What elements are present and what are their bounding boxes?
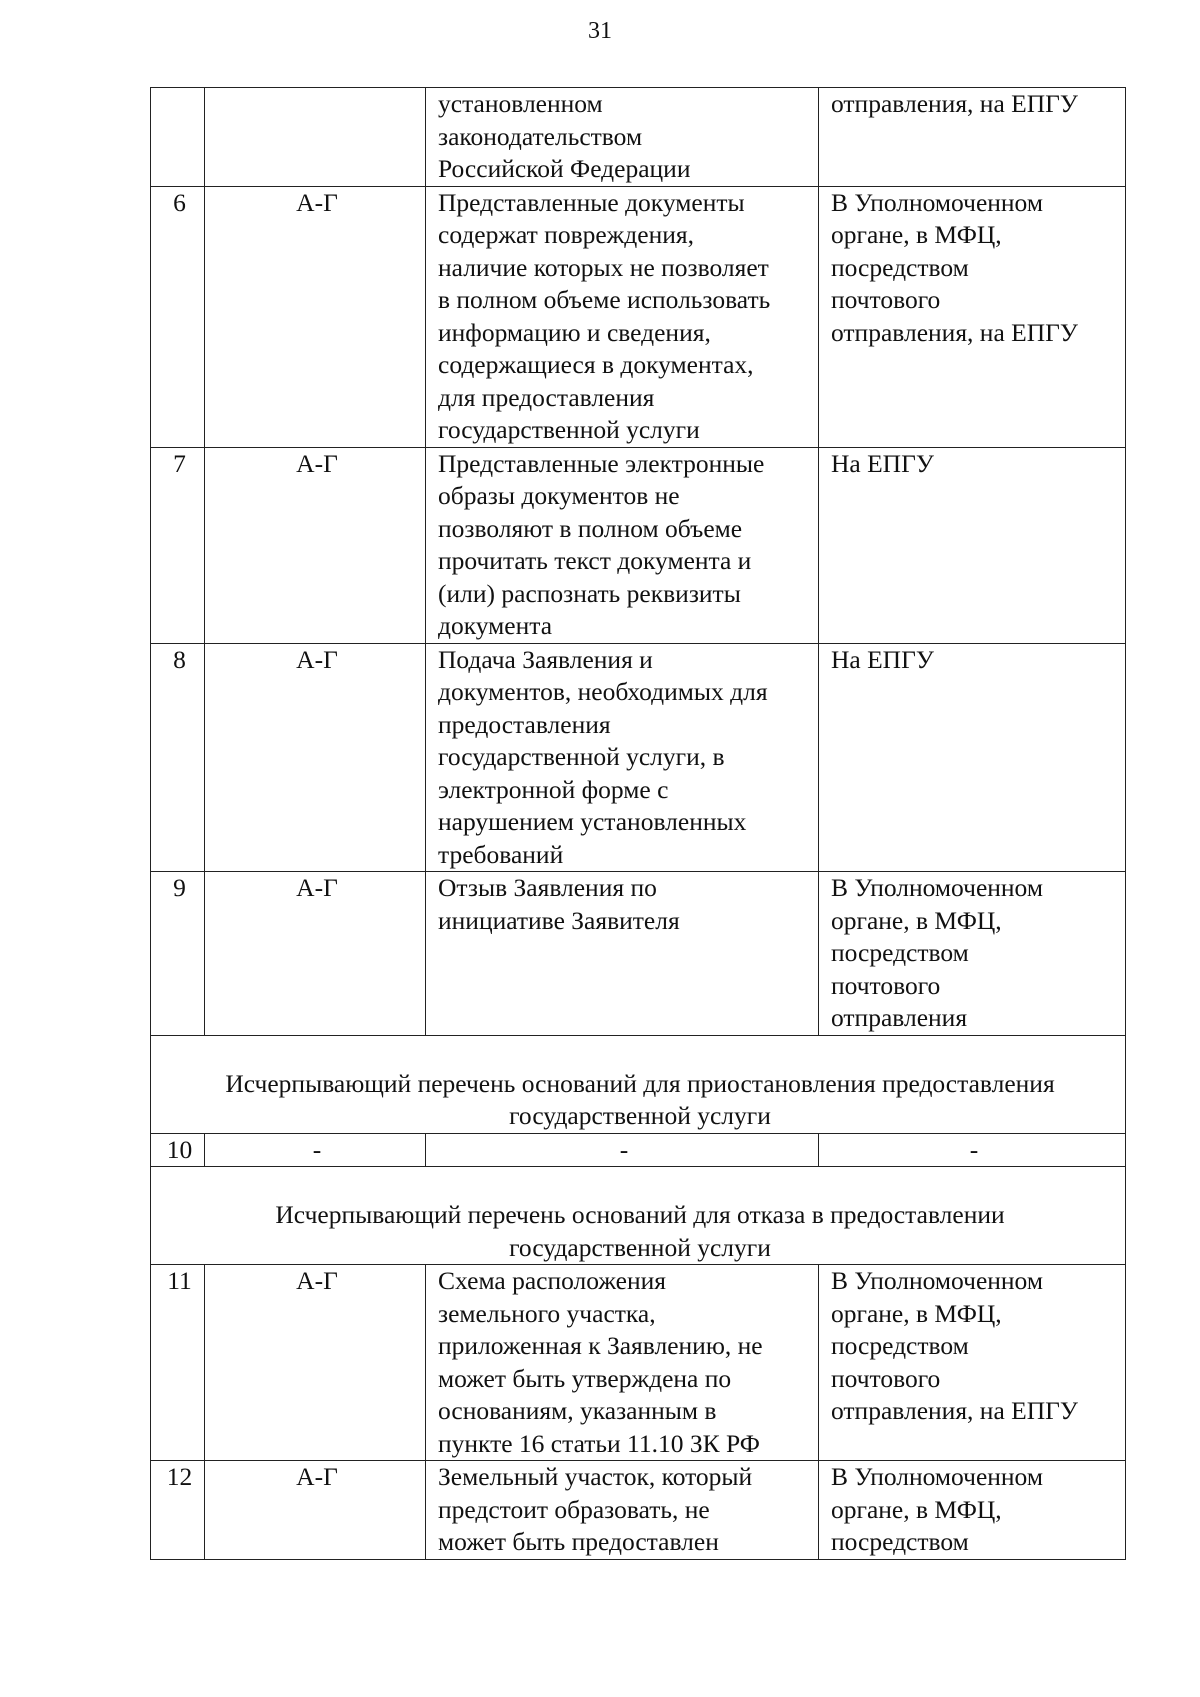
stage-code: А-Г — [205, 1461, 426, 1560]
stage-code: А-Г — [205, 872, 426, 1036]
row-number: 11 — [151, 1265, 205, 1461]
stage-code: А-Г — [205, 1265, 426, 1461]
ground-text: Представленные электронные образы документов не позволяют в полном объеме прочитать текст документа и (или) распознать реквизиты документа — [426, 447, 819, 643]
submission-place: В Уполномоченном органе, в МФЦ, посредством почтового отправления, на ЕПГУ — [819, 186, 1126, 447]
table-row — [151, 447, 1126, 643]
table-row — [151, 1265, 1126, 1461]
row-number: 6 — [151, 186, 205, 447]
stage-code — [205, 88, 426, 187]
row-number — [151, 88, 205, 187]
table-row — [151, 1461, 1126, 1560]
row-number: 9 — [151, 872, 205, 1036]
grounds-table — [150, 87, 1126, 1560]
ground-text: Земельный участок, который предстоит образовать, не может быть предоставлен — [426, 1461, 819, 1560]
table-row — [151, 872, 1126, 1036]
table-row — [151, 186, 1126, 447]
ground-text: установленном законодательством Российской Федерации — [426, 88, 819, 187]
ground-text: Подача Заявления и документов, необходимых для предоставления государственной услуги, в электронной форме с нарушением установленных требований — [426, 643, 819, 872]
submission-place: На ЕПГУ — [819, 447, 1126, 643]
page-number: 31 — [588, 18, 612, 44]
ground-text: Представленные документы содержат повреждения, наличие которых не позволяет в полном объеме использовать информацию и сведения, содержащиеся в документах, для предоставления государственной услуги — [426, 186, 819, 447]
stage-code: А-Г — [205, 447, 426, 643]
section-heading-text: Исчерпывающий перечень оснований для приостановления предоставления государственной услуги — [225, 1068, 1055, 1130]
table-row — [151, 643, 1126, 872]
stage-code: - — [205, 1133, 426, 1167]
row-number: 12 — [151, 1461, 205, 1560]
table-row — [151, 88, 1126, 187]
submission-place: В Уполномоченном органе, в МФЦ, посредством почтового отправления — [819, 872, 1126, 1036]
submission-place: - — [819, 1133, 1126, 1167]
ground-text: Отзыв Заявления по инициативе Заявителя — [426, 872, 819, 1036]
section-row — [151, 1167, 1126, 1265]
ground-text: Схема расположения земельного участка, приложенная к Заявлению, не может быть утверждена по основаниям, указанным в пункте 16 статьи 11.10 ЗК РФ — [426, 1265, 819, 1461]
row-number: 8 — [151, 643, 205, 872]
row-number: 10 — [151, 1133, 205, 1167]
submission-place: отправления, на ЕПГУ — [819, 88, 1126, 187]
submission-place: На ЕПГУ — [819, 643, 1126, 872]
section-row — [151, 1035, 1126, 1133]
submission-place: В Уполномоченном органе, в МФЦ, посредством — [819, 1461, 1126, 1560]
ground-text: - — [426, 1133, 819, 1167]
submission-place: В Уполномоченном органе, в МФЦ, посредством почтового отправления, на ЕПГУ — [819, 1265, 1126, 1461]
section-heading-refusal — [151, 1167, 1126, 1265]
stage-code: А-Г — [205, 186, 426, 447]
section-heading-suspension — [151, 1035, 1126, 1133]
section-heading-text: Исчерпывающий перечень оснований для отказа в предоставлении государственной услуги — [275, 1200, 1005, 1262]
row-number: 7 — [151, 447, 205, 643]
table-row — [151, 1133, 1126, 1167]
stage-code: А-Г — [205, 643, 426, 872]
